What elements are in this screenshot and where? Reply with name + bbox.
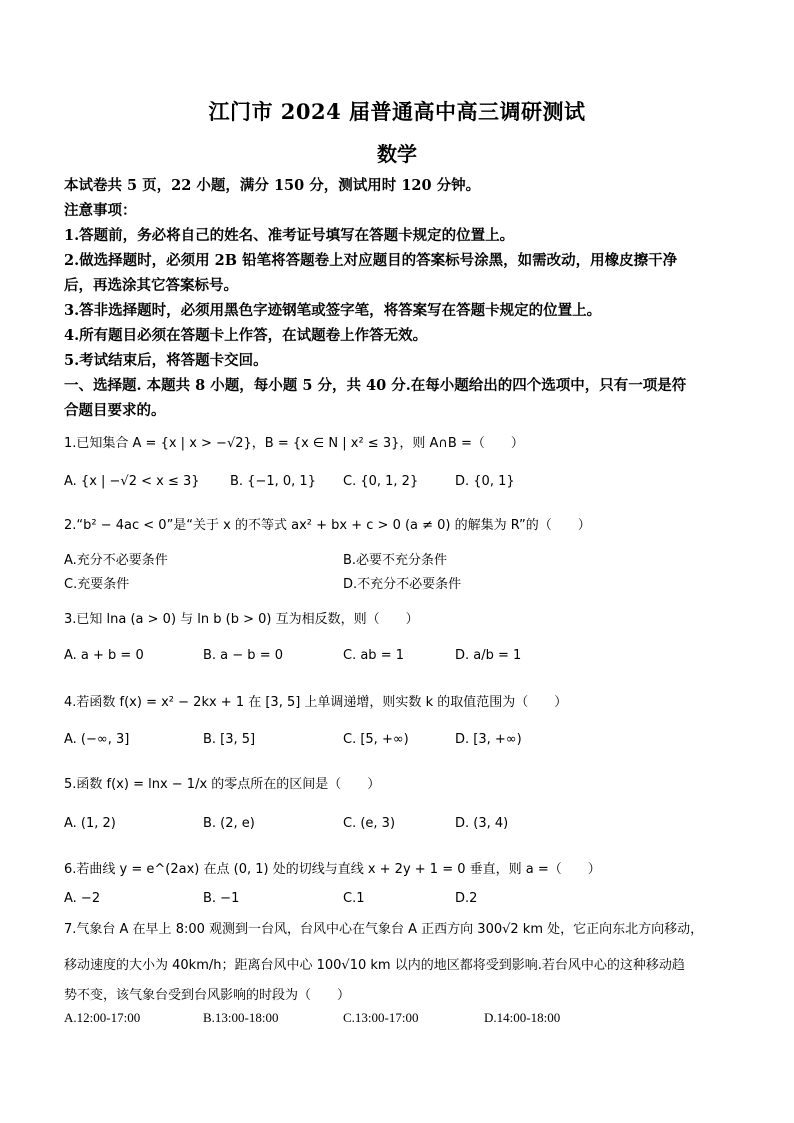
q5-option-a: A. (1, 2) bbox=[64, 816, 116, 831]
q1-option-d: D. {0, 1} bbox=[455, 474, 515, 489]
notice-1: 1.答题前，务必将自己的姓名、准考证号填写在答题卡规定的位置上。 bbox=[64, 227, 515, 244]
q1-option-a: A. {x | −√2 < x ≤ 3} bbox=[64, 474, 200, 489]
q6-option-d: D.2 bbox=[455, 891, 478, 906]
q5-option-c: C. (e, 3) bbox=[343, 816, 396, 831]
question-7-line-2: 移动速度的大小为 40km/h；距离台风中心 100√10 km 以内的地区都将受到影响.若台风中心的这种移动趋 bbox=[64, 958, 685, 973]
q3-option-a: A. a + b = 0 bbox=[64, 648, 144, 663]
notice-3: 3.答非选择题时，必须用黑色字迹钢笔或签字笔，将答案写在答题卡规定的位置上。 bbox=[64, 302, 602, 319]
question-3: 3.已知 lna (a > 0) 与 ln b (b > 0) 互为相反数，则（ ） bbox=[64, 612, 419, 627]
q2-option-b: B.必要不充分条件 bbox=[343, 553, 448, 568]
q1-option-b: B. {−1, 0, 1} bbox=[230, 474, 316, 489]
question-7-line-1: 7.气象台 A 在早上 8:00 观测到一台风，台风中心在气象台 A 正西方向 300√2 km 处，它正向东北方向移动， bbox=[64, 922, 704, 937]
question-7-line-3: 势不变，该气象台受到台风影响的时段为（ ） bbox=[64, 988, 351, 1003]
q7-option-a: A.12:00-17:00 bbox=[64, 1010, 141, 1025]
q4-option-a: A. (−∞, 3] bbox=[64, 732, 130, 747]
notice-title: 注意事项： bbox=[64, 202, 137, 219]
q1-option-c: C. {0, 1, 2} bbox=[343, 474, 419, 489]
q4-option-b: B. [3, 5] bbox=[203, 732, 256, 747]
question-4: 4.若函数 f(x) = x² − 2kx + 1 在 [3, 5] 上单调递增，则实数 k 的取值范围为（ ） bbox=[64, 695, 568, 710]
section-heading: 一、选择题. 本题共 8 小题，每小题 5 分，共 40 分.在每小题给出的四个选项中，只有一项是符 bbox=[64, 377, 687, 394]
q5-option-d: D. (3, 4) bbox=[455, 816, 509, 831]
q7-option-b: B.13:00-18:00 bbox=[203, 1010, 279, 1025]
question-1: 1.已知集合 A = {x | x > −√2}，B = {x ∈ N | x² ≤ 3}，则 A∩B =（ ） bbox=[64, 436, 524, 451]
question-6: 6.若曲线 y = e^(2ax) 在点 (0, 1) 处的切线与直线 x + 2y + 1 = 0 垂直，则 a =（ ） bbox=[64, 862, 601, 877]
question-2: 2.“b² − 4ac < 0”是“关于 x 的不等式 ax² + bx + c > 0 (a ≠ 0) 的解集为 R”的（ ） bbox=[64, 518, 591, 533]
subject-title: 数学 bbox=[377, 142, 417, 166]
q6-option-c: C.1 bbox=[343, 891, 365, 906]
notice-5: 5.考试结束后，将答题卡交回。 bbox=[64, 352, 268, 369]
notice-2: 2.做选择题时，必须用 2B 铅笔将答题卷上对应题目的答案标号涂黑，如需改动，用橡皮擦干净 bbox=[64, 252, 678, 269]
q2-option-a: A.充分不必要条件 bbox=[64, 553, 168, 568]
notice-2-cont: 后，再选涂其它答案标号。 bbox=[64, 277, 238, 294]
notice-4: 4.所有题目必须在答题卡上作答，在试题卷上作答无效。 bbox=[64, 327, 428, 344]
q2-option-c: C.充要条件 bbox=[64, 577, 130, 592]
section-heading-cont: 合题目要求的。 bbox=[64, 402, 166, 419]
q7-option-d: D.14:00-18:00 bbox=[484, 1010, 561, 1025]
q2-option-d: D.不充分不必要条件 bbox=[343, 577, 462, 592]
exam-title: 江门市 2024 届普通高中高三调研测试 bbox=[208, 99, 586, 124]
q7-option-c: C.13:00-17:00 bbox=[343, 1010, 419, 1025]
q3-option-b: B. a − b = 0 bbox=[203, 648, 283, 663]
q3-option-c: C. ab = 1 bbox=[343, 648, 404, 663]
q5-option-b: B. (2, e) bbox=[203, 816, 255, 831]
q4-option-c: C. [5, +∞) bbox=[343, 732, 409, 747]
exam-intro: 本试卷共 5 页，22 小题，满分 150 分，测试用时 120 分钟。 bbox=[64, 177, 481, 194]
q6-option-a: A. −2 bbox=[64, 891, 101, 906]
q3-option-d: D. a/b = 1 bbox=[455, 648, 522, 663]
question-5: 5.函数 f(x) = lnx − 1/x 的零点所在的区间是（ ） bbox=[64, 777, 381, 792]
q4-option-d: D. [3, +∞) bbox=[455, 732, 522, 747]
q6-option-b: B. −1 bbox=[203, 891, 240, 906]
